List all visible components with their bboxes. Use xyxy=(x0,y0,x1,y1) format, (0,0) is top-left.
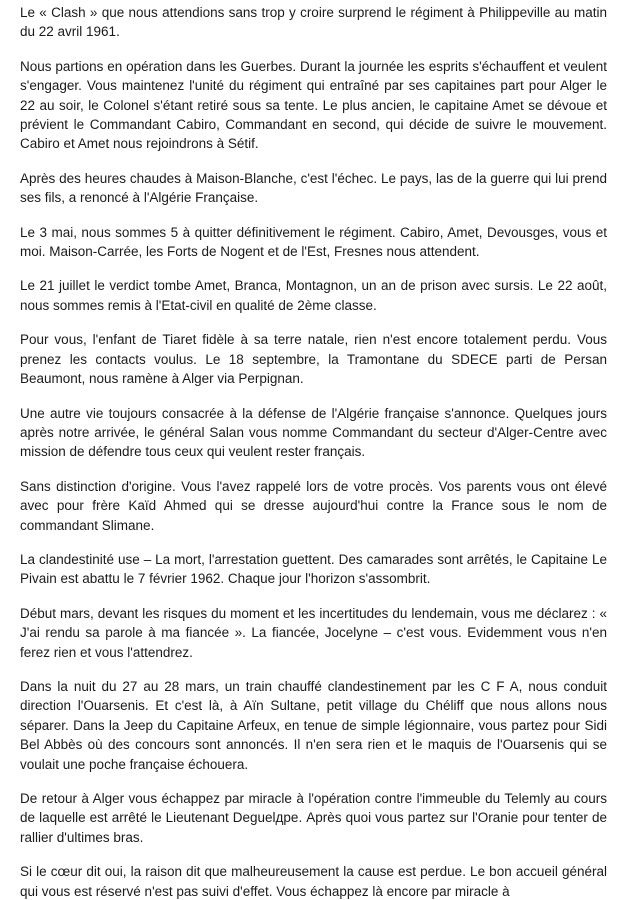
paragraph-3: Après des heures chaudes à Maison-Blanche, c'est l'échec. Le pays, las de la guerre qui lui prend ses fils, a renoncé à l'Algérie Française. xyxy=(20,170,607,206)
paragraph-2: Nous partions en opération dans les Guerbes. Durant la journée les esprits s'échauffent et veulent s'engager. Vous maintenez l'unité du régiment qui entraîné par ses capitaines part pour Alger le 22 au soir, le Colonel s'étant retiré sous sa tente. Le plus ancien, le capitaine Amet se dévoue et prévient le Commandant Cabiro, Commandant en second, qui décide de suivre le mouvement. Cabiro et Amet nous rejoindrons à Sétif. xyxy=(20,58,607,152)
paragraph-8: Sans distinction d'origine. Vous l'avez rappelé lors de votre procès. Vos parents vous ont élevé avec pour frère Kaïd Ahmed qui se dresse aujourd'hui contre la France sous le nom de commandant Slimane. xyxy=(20,478,607,533)
paragraph-6: Pour vous, l'enfant de Tiaret fidèle à sa terre natale, rien n'est encore totalement perdu. Vous prenez les contacts voulus. Le 18 septembre, la Tramontane du SDECE parti de Persan Beaumont, nous ramène à Alger via Perpignan. xyxy=(20,332,607,387)
paragraph-10: Début mars, devant les risques du moment et les incertitudes du lendemain, vous me déclarez : « J'ai rendu sa parole à ma fiancée ». La fiancée, Jocelyne – c'est vous. Evidemment vous n'en ferez rien et vous l'attendrez. xyxy=(20,605,607,660)
paragraph-5: Le 21 juillet le verdict tombe Amet, Branca, Montagnon, un an de prison avec sursis. Le 22 août, nous sommes remis à l'Etat-civil en qualité de 2ème classe. xyxy=(20,278,607,313)
paragraph-1: Le « Clash » que nous attendions sans trop y croire surprend le régiment à Philippeville au matin du 22 avril 1961. xyxy=(20,5,607,40)
paragraph-4: Le 3 mai, nous sommes 5 à quitter définitivement le régiment. Cabiro, Amet, Devousges, vous et moi. Maison-Carrée, les Forts de Nogent et de l'Est, Fresnes nous attendent. xyxy=(20,224,607,260)
paragraph-13: Si le cœur dit oui, la raison dit que malheureusement la cause est perdue. Le bon accueil général qui vous est réservé n'est pas suivi d'effet. Vous échappez là encore par miracle à xyxy=(20,864,607,899)
paragraph-11: Dans la nuit du 27 au 28 mars, un train chauffé clandestinement par les C F A, nous conduit direction l'Ouarsenis. Et c'est là, à Aïn Sultane, petit village du Chéliff que nous allons nous séparer. Dans la Jeep du Capitaine Arfeux, en tenue de simple légionnaire, vous partez pour Sidi Bel Abbès où des concours sont annoncés. Il n'en sera rien et le maquis de l'Ouarsenis qui se voulait une poche française échouera. xyxy=(20,678,607,772)
paragraph-7: Une autre vie toujours consacrée à la défense de l'Algérie française s'annonce. Quelques jours après notre arrivée, le général Salan vous nomme Commandant du secteur d'Alger-Centre avec mission de défendre tous ceux qui veulent rester français. xyxy=(20,405,607,460)
paragraph-12: De retour à Alger vous échappez par miracle à l'opération contre l'immeuble du Telemly au cours de laquelle est arrêté le Lieutenant Deguelдре. Après quoi vous partez sur l'Oranie pour tenter de rallier d'ultimes bras. xyxy=(20,791,607,845)
paragraph-9: La clandestinité use – La mort, l'arrestation guettent. Des camarades sont arrêtés, le Capitaine Le Pivain est abattu le 7 février 1962. Chaque jour l'horizon s'assombrit. xyxy=(20,551,607,587)
